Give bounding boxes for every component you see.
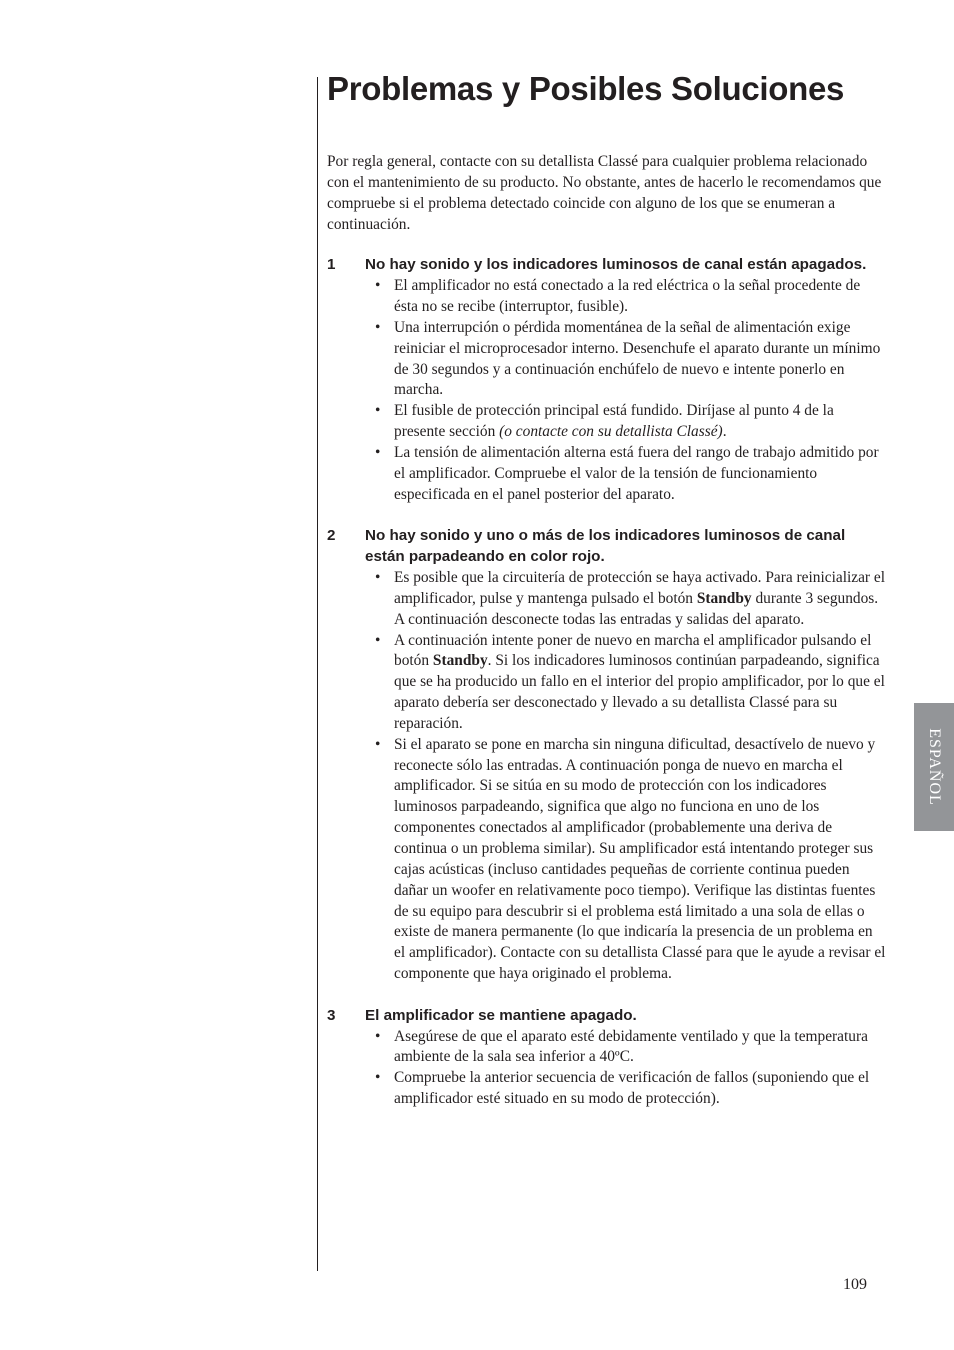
solution-list bbox=[327, 276, 887, 505]
intro-paragraph: Por regla general, contacte con su detallista Classé para cualquier problema relacionado con el mantenimiento de su producto. No obstante, antes de hacerlo le recomendamos que compruebe si el problema detectado coincide con alguno de los que se enumeran a continuación. bbox=[327, 153, 882, 233]
problem-heading bbox=[327, 526, 887, 568]
solution-item: • El fusible de protección principal está fundido. Diríjase al punto 4 de la presente sección (o contacte con su detallista Classé). bbox=[394, 401, 887, 443]
standby-button-label: Standby bbox=[696, 589, 752, 607]
language-tab-label: ESPAÑOL bbox=[926, 728, 943, 806]
problem-heading bbox=[327, 1006, 887, 1027]
problem-2 bbox=[327, 526, 887, 985]
problem-heading bbox=[327, 255, 887, 276]
vertical-rule bbox=[317, 77, 318, 1271]
problem-title: No hay sonido y los indicadores luminosos de canal están apagados. bbox=[365, 256, 867, 274]
solution-item: • La tensión de alimentación alterna está fuera del rango de trabajo admitido por el amplificador. Compruebe el valor de la tensión de funcionamiento especificada en el panel posterior del aparato. bbox=[394, 443, 887, 506]
problem-title: El amplificador se mantiene apagado. bbox=[365, 1006, 637, 1024]
page-title: Problemas y Posibles Soluciones bbox=[327, 70, 845, 107]
solution-item: • A continuación intente poner de nuevo en marcha el amplificador pulsando el botón Standby. Si los indicadores luminosos continúan parpadeando, significa que se ha producido un fallo en el interior del propio amplificador, por lo que el aparato debería ser desconectado y llevado a su detallista Classé para su reparación. bbox=[394, 631, 887, 735]
standby-button-label: Standby bbox=[432, 652, 488, 670]
solution-item: • Es posible que la circuitería de protección se haya activado. Para reinicializar el amplificador, pulse y mantenga pulsado el botón Standby durante 3 segundos. A continuación desconecte todas las entradas y salidas del aparato. bbox=[394, 568, 887, 631]
solution-item: • Asegúrese de que el aparato esté debidamente ventilado y que la temperatura ambiente de la sala sea inferior a 40ºC. bbox=[394, 1027, 887, 1069]
solution-item: • Si el aparato se pone en marcha sin ninguna dificultad, desactívelo de nuevo y reconecte sólo las entradas. A continuación ponga de nuevo en marcha el amplificador. Si se sitúa en su modo de protección con los indicadores luminosos parpadeando, significa que algo no funciona en uno de los componentes conectados al amplificador (probablemente una deriva de continua o un problema similar). Su amplificador está intentando proteger sus cajas acústicas (incluso cantidades pequeñas de corriente continua pueden dañar un woofer en relativamente poco tiempo). Verifique las distintas fuentes de su equipo para descubrir si el problema está limitado a una sola de ellas o existe de manera permanente (lo que indicaría la presencia de un problema en el amplificador). Contacte con su detallista Classé para que le ayude a revisar el componente que haya originado el problema. bbox=[394, 735, 887, 985]
main-content bbox=[327, 152, 887, 1131]
page-number: 109 bbox=[843, 1276, 867, 1293]
problem-number: 2 bbox=[327, 527, 336, 545]
problem-3 bbox=[327, 1006, 887, 1110]
language-tab bbox=[914, 703, 954, 831]
problem-number: 3 bbox=[327, 1006, 336, 1024]
solution-list bbox=[327, 1027, 887, 1110]
solution-item: • Compruebe la anterior secuencia de verificación de fallos (suponiendo que el amplificador esté situado en su modo de protección). bbox=[394, 1068, 887, 1110]
problem-title: No hay sonido y uno o más de los indicadores luminosos de canal están parpadeando en color rojo. bbox=[365, 527, 846, 566]
solution-list bbox=[327, 568, 887, 985]
solution-item: • Una interrupción o pérdida momentánea de la señal de alimentación exige reiniciar el microprocesador interno. Desenchufe el aparato durante un mínimo de 30 segundos y a continuación enchúfelo de nuevo e intente ponerlo en marcha. bbox=[394, 318, 887, 401]
italic-note: (o contacte con su detallista Classé) bbox=[499, 423, 723, 441]
problem-1 bbox=[327, 255, 887, 505]
solution-item: • El amplificador no está conectado a la red eléctrica o la señal procedente de ésta no se recibe (interruptor, fusible). bbox=[394, 276, 887, 318]
problem-number: 1 bbox=[327, 256, 336, 274]
